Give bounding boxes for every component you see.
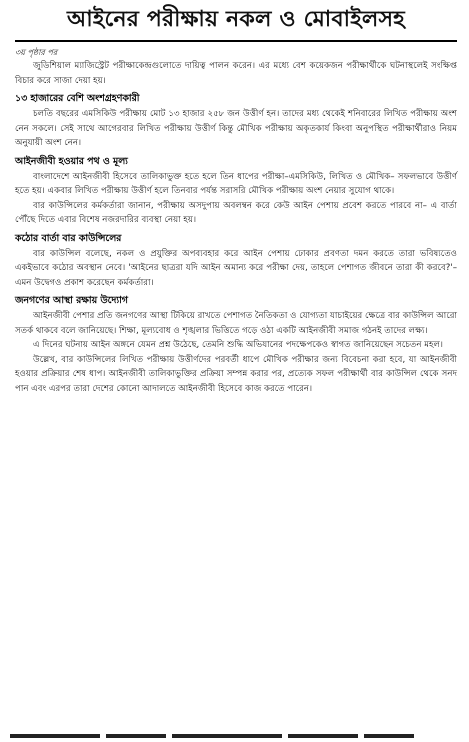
- headline: আইনের পরীক্ষায় নকল ও মোবাইলসহ: [67, 7, 405, 32]
- cropped-next-line: [10, 734, 459, 740]
- section-participants: [15, 91, 457, 151]
- section-paragraph: বার কাউন্সিল বলেছে, নকল ও প্রযুক্তির অপব্যবহার করে আইন পেশায় ঢোকার প্রবণতা দমন করতে তারা ভবিষ্যতেও একইভাবে কঠোর অবস্থান নেবে। 'আইনের ছাত্ররা যদি আইন অমান্য করে পরীক্ষা দেয়, তাহলে পেশাগত জীবনে তারা কী করবে?'– এমন উদ্বেগও প্রকাশ করেছেন কর্মকর্তারা।: [15, 248, 457, 288]
- intro-paragraph: জুডিশিয়াল ম্যাজিস্ট্রেট পরীক্ষাকেন্দ্রগুলোতে দায়িত্ব পালন করেন। এর মধ্যে বেশ কয়েকজন পরীক্ষার্থীকে ঘটনাস্থলেই সংক্ষিপ্ত বিচার করে সাজা দেয়া হয়।: [15, 61, 457, 86]
- continued-from-label: ৩য় পৃষ্ঠার পর: [15, 48, 58, 57]
- section-heading: জনগণের আস্থা রক্ষায় উদ্যোগ: [15, 295, 128, 306]
- section-bar-council-message: [15, 231, 457, 291]
- section-public-trust: [15, 293, 457, 396]
- section-heading: ১৩ হাজারের বেশি অংশগ্রহণকারী: [15, 93, 140, 104]
- section-paragraph: এ দিনের ঘটনায় আইন অঙ্গনে যেমন প্রশ্ন উঠেছে, তেমনি শুদ্ধি অভিযানের পদক্ষেপকেও স্বাগত জানিয়েছেন সচেতন মহল।: [33, 340, 443, 350]
- section-paragraph: আইনজীবী পেশার প্রতি জনগণের আস্থা টিকিয়ে রাখতে পেশাগত নৈতিকতা ও যোগ্যতা যাচাইয়ের ক্ষেত্রে বার কাউন্সিল আরো সতর্ক থাকবে বলে জানিয়েছে। শিক্ষা, মূল্যবোধ ও শৃঙ্খলার ভিত্তিতে গড়ে ওঠা একটি আইনজীবী সমাজ গঠনই তাদের লক্ষ্য।: [15, 311, 457, 336]
- section-paragraph: চলতি বছরের এমসিকিউ পরীক্ষায় মোট ১৩ হাজার ২৫৮ জন উত্তীর্ণ হন। তাদের মধ্য থেকেই শনিবারের লিখিত পরীক্ষায় অংশ নেন সকলে। সেই সাথে আগেরবার লিখিত পরীক্ষায় উত্তীর্ণ কিন্তু মৌখিক পরীক্ষায় অকৃতকার্য কিংবা অনুপস্থিত পরীক্ষার্থীরাও নিয়ম অনুযায়ী অংশ নেন।: [15, 109, 457, 148]
- section-paragraph: উল্লেখ, বার কাউন্সিলের লিখিত পরীক্ষায় উত্তীর্ণদের পরবর্তী ধাপে মৌখিক পরীক্ষার জন্য বিবেচনা করা হবে, যা আইনজীবী হওয়ার প্রক্রিয়ার শেষ ধাপ। আইনজীবী তালিকাভুক্তির প্রক্রিয়া সম্পন্ন করার পর, প্রত্যেক সফল পরীক্ষার্থী বার কাউন্সিল থেকে সনদ পান এবং এরপর তারা দেশের কোনো আদালতে আইনজীবী হিসেবে কাজ করতে পারেন।: [15, 354, 457, 394]
- section-paragraph: বাংলাদেশে আইনজীবী হিসেবে তালিকাভুক্ত হতে হলে তিন ধাপের পরীক্ষা–এমসিকিউ, লিখিত ও মৌখিক– সফলভাবে উত্তীর্ণ হতে হয়। একবার লিখিত পরীক্ষায় উত্তীর্ণ হলে তিনবার পর্যন্ত সরাসরি মৌখিক পরীক্ষায় অংশ নেয়ার সুযোগ থাকে।: [15, 171, 457, 196]
- section-heading: কঠোর বার্তা বার কাউন্সিলের: [15, 232, 122, 244]
- headline-box: [15, 0, 457, 42]
- section-heading: আইনজীবী হওয়ার পথ ও মূল্য: [15, 155, 128, 167]
- section-lawyer-path: [15, 154, 457, 228]
- section-paragraph: বার কাউন্সিলের কর্মকর্তারা জানান, পরীক্ষায় অসদুপায় অবলম্বন করে কেউ আইন পেশায় প্রবেশ করতে পারবে না– এ বার্তা পৌঁছে দিতে এবার বিশেষ নজরদারির ব্যবস্থা নেয়া হয়।: [15, 200, 457, 225]
